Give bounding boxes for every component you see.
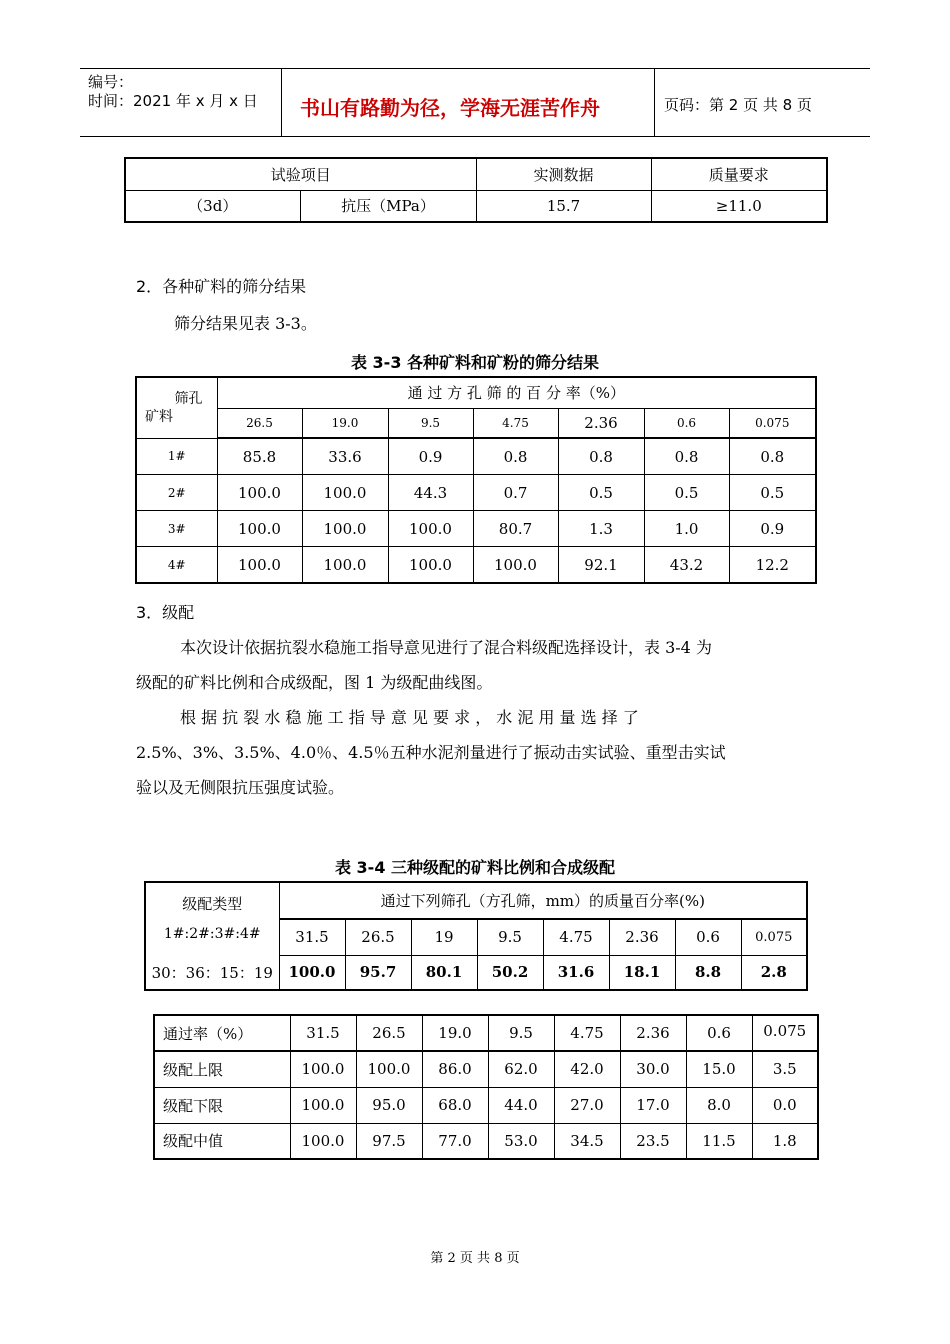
gradation-limit-table — [153, 1014, 819, 1160]
sieve-size-header: 9.5 — [477, 919, 543, 955]
data-cell: 100.0 — [302, 547, 388, 583]
data-cell: 27.0 — [554, 1087, 620, 1123]
data-cell: 30.0 — [620, 1051, 686, 1087]
data-cell: 97.5 — [356, 1123, 422, 1159]
data-cell: 0.0 — [752, 1087, 818, 1123]
paragraph-line: 验以及无侧限抗压强度试验。 — [136, 778, 345, 797]
data-cell: 42.0 — [554, 1051, 620, 1087]
material-name-cell: 1# — [136, 438, 217, 474]
header-divider — [654, 68, 655, 136]
data-cell: 62.0 — [488, 1051, 554, 1087]
paragraph-line: 本次设计依据抗裂水稳施工指导意见进行了混合料级配选择设计，表 3-4 为 — [180, 638, 712, 657]
limit-name-cell: 级配上限 — [154, 1051, 290, 1087]
data-cell: 100.0 — [290, 1087, 356, 1123]
data-cell: 68.0 — [422, 1087, 488, 1123]
paragraph-line: 根 据 抗 裂 水 稳 施 工 指 导 意 见 要 求 ， 水 泥 用 量 选 择 了 — [180, 708, 639, 727]
sieve-size-header: 19 — [411, 919, 477, 955]
sieve-size-header: 26.5 — [345, 919, 411, 955]
data-cell: 1.8 — [752, 1123, 818, 1159]
data-cell: 86.0 — [422, 1051, 488, 1087]
sieve-size-header: 19.0 — [422, 1015, 488, 1051]
data-cell: 0.5 — [729, 474, 816, 510]
table-row — [154, 1051, 818, 1087]
sieve-size-header: 2.36 — [558, 408, 644, 438]
measured-value-cell: 15.7 — [476, 190, 651, 222]
material-name-cell: 3# — [136, 511, 217, 547]
ratio-value-cell: 30：36：15：19 — [145, 955, 279, 990]
data-cell: 0.5 — [644, 474, 729, 510]
data-cell: 44.3 — [388, 474, 473, 510]
measured-data-header: 实测数据 — [476, 158, 651, 190]
document-time-label: 时间：2021 年 x 月 x 日 — [88, 92, 258, 110]
sieve-size-header: 26.5 — [217, 408, 302, 438]
ratio-formula-label: 1#:2#:3#:4# — [163, 926, 261, 942]
requirement-value-cell: ≥11.0 — [651, 190, 827, 222]
data-cell: 100.0 — [473, 547, 558, 583]
data-cell: 100.0 — [217, 511, 302, 547]
data-cell: 0.9 — [388, 438, 473, 474]
sieve-size-header: 4.75 — [473, 408, 558, 438]
data-cell: 85.8 — [217, 438, 302, 474]
data-cell: 31.6 — [543, 955, 609, 990]
paragraph-line: 2.5%、3%、3.5%、4.0％、4.5％五种水泥剂量进行了振动击实试验、重型击实试 — [136, 743, 726, 762]
corner-sieve-label: 筛孔 — [174, 390, 203, 407]
table-row — [154, 1123, 818, 1159]
data-cell: 11.5 — [686, 1123, 752, 1159]
data-cell: 80.1 — [411, 955, 477, 990]
data-cell: 18.1 — [609, 955, 675, 990]
data-cell: 0.9 — [729, 511, 816, 547]
data-cell: 100.0 — [302, 511, 388, 547]
table-row — [136, 438, 816, 474]
data-cell: 0.7 — [473, 474, 558, 510]
corner-header-cell — [136, 377, 217, 438]
data-cell: 8.0 — [686, 1087, 752, 1123]
sieve-size-header: 2.36 — [620, 1015, 686, 1051]
sieve-size-header: 31.5 — [290, 1015, 356, 1051]
pass-rate-header: 通过率（%） — [154, 1015, 290, 1051]
table-row — [136, 474, 816, 510]
header-motto: 书山有路勤为径，学海无涯苦作舟 — [300, 96, 600, 120]
data-cell: 8.8 — [675, 955, 741, 990]
quality-requirement-header: 质量要求 — [651, 158, 827, 190]
data-cell: 34.5 — [554, 1123, 620, 1159]
data-cell: 44.0 — [488, 1087, 554, 1123]
paragraph: 筛分结果见表 3-3。 — [174, 314, 317, 333]
sieve-result-table — [135, 376, 817, 584]
data-cell: 0.8 — [558, 438, 644, 474]
header-top-rule — [80, 68, 870, 69]
data-cell: 100.0 — [388, 511, 473, 547]
sieve-size-header: 0.075 — [729, 408, 816, 438]
data-cell: 1.0 — [644, 511, 729, 547]
data-cell: 17.0 — [620, 1087, 686, 1123]
data-cell: 2.8 — [741, 955, 807, 990]
table-caption: 表 3-3 各种矿料和矿粉的筛分结果 — [350, 353, 600, 372]
header-divider — [281, 68, 282, 136]
data-cell: 100.0 — [279, 955, 345, 990]
data-cell: 100.0 — [388, 547, 473, 583]
table-row — [145, 955, 807, 990]
document-number-label: 编号： — [88, 73, 134, 91]
sieve-size-header: 0.075 — [741, 919, 807, 955]
test-item-header: 试验项目 — [125, 158, 476, 190]
sieve-size-header: 26.5 — [356, 1015, 422, 1051]
data-cell: 95.0 — [356, 1087, 422, 1123]
pass-rate-group-header: 通 过 方 孔 筛 的 百 分 率（%） — [217, 377, 816, 408]
material-name-cell: 2# — [136, 474, 217, 510]
gradation-type-header — [145, 882, 279, 955]
sieve-size-header: 19.0 — [302, 408, 388, 438]
sieve-size-header: 0.075 — [752, 1015, 818, 1051]
table-caption: 表 3-4 三种级配的矿料比例和合成级配 — [334, 858, 616, 877]
data-cell: 80.7 — [473, 511, 558, 547]
table-row — [136, 547, 816, 583]
table-row — [154, 1087, 818, 1123]
data-cell: 92.1 — [558, 547, 644, 583]
limit-name-cell: 级配下限 — [154, 1087, 290, 1123]
sieve-size-header: 0.6 — [686, 1015, 752, 1051]
corner-material-label: 矿料 — [145, 408, 173, 425]
paragraph — [136, 630, 816, 805]
data-cell: 3.5 — [752, 1051, 818, 1087]
data-cell: 100.0 — [302, 474, 388, 510]
data-cell: 100.0 — [217, 547, 302, 583]
gradation-type-label: 级配类型 — [182, 895, 243, 913]
data-cell: 0.8 — [729, 438, 816, 474]
sieve-size-header: 4.75 — [543, 919, 609, 955]
data-cell: 100.0 — [217, 474, 302, 510]
data-cell: 15.0 — [686, 1051, 752, 1087]
section-heading: 2．各种矿料的筛分结果 — [136, 277, 307, 296]
sieve-size-header: 2.36 — [609, 919, 675, 955]
data-cell: 0.5 — [558, 474, 644, 510]
data-cell: 100.0 — [290, 1051, 356, 1087]
sieve-size-header: 4.75 — [554, 1015, 620, 1051]
sieve-size-header: 31.5 — [279, 919, 345, 955]
data-cell: 12.2 — [729, 547, 816, 583]
sieve-size-header: 0.6 — [675, 919, 741, 955]
header-bottom-rule — [80, 136, 870, 137]
sieve-size-header: 9.5 — [388, 408, 473, 438]
test-type-cell: 抗压（MPa） — [300, 190, 476, 222]
data-cell: 33.6 — [302, 438, 388, 474]
data-cell: 95.7 — [345, 955, 411, 990]
data-cell: 23.5 — [620, 1123, 686, 1159]
data-cell: 100.0 — [290, 1123, 356, 1159]
mass-pass-group-header: 通过下列筛孔（方孔筛，mm）的质量百分率(%) — [279, 882, 807, 919]
section-heading: 3．级配 — [136, 603, 195, 622]
data-cell: 50.2 — [477, 955, 543, 990]
paragraph-line: 级配的矿料比例和合成级配，图 1 为级配曲线图。 — [136, 673, 493, 692]
test-age-cell: （3d） — [125, 190, 300, 222]
data-cell: 0.8 — [473, 438, 558, 474]
page-counter: 页码：第 2 页 共 8 页 — [664, 96, 812, 114]
sieve-size-header: 0.6 — [644, 408, 729, 438]
data-cell: 53.0 — [488, 1123, 554, 1159]
material-name-cell: 4# — [136, 547, 217, 583]
table-row — [136, 511, 816, 547]
data-cell: 43.2 — [644, 547, 729, 583]
data-cell: 77.0 — [422, 1123, 488, 1159]
page-footer: 第 2 页 共 8 页 — [430, 1251, 520, 1266]
strength-test-table — [124, 157, 828, 223]
data-cell: 100.0 — [356, 1051, 422, 1087]
gradation-ratio-table — [144, 881, 808, 991]
data-cell: 0.8 — [644, 438, 729, 474]
limit-name-cell: 级配中值 — [154, 1123, 290, 1159]
data-cell: 1.3 — [558, 511, 644, 547]
sieve-size-header: 9.5 — [488, 1015, 554, 1051]
